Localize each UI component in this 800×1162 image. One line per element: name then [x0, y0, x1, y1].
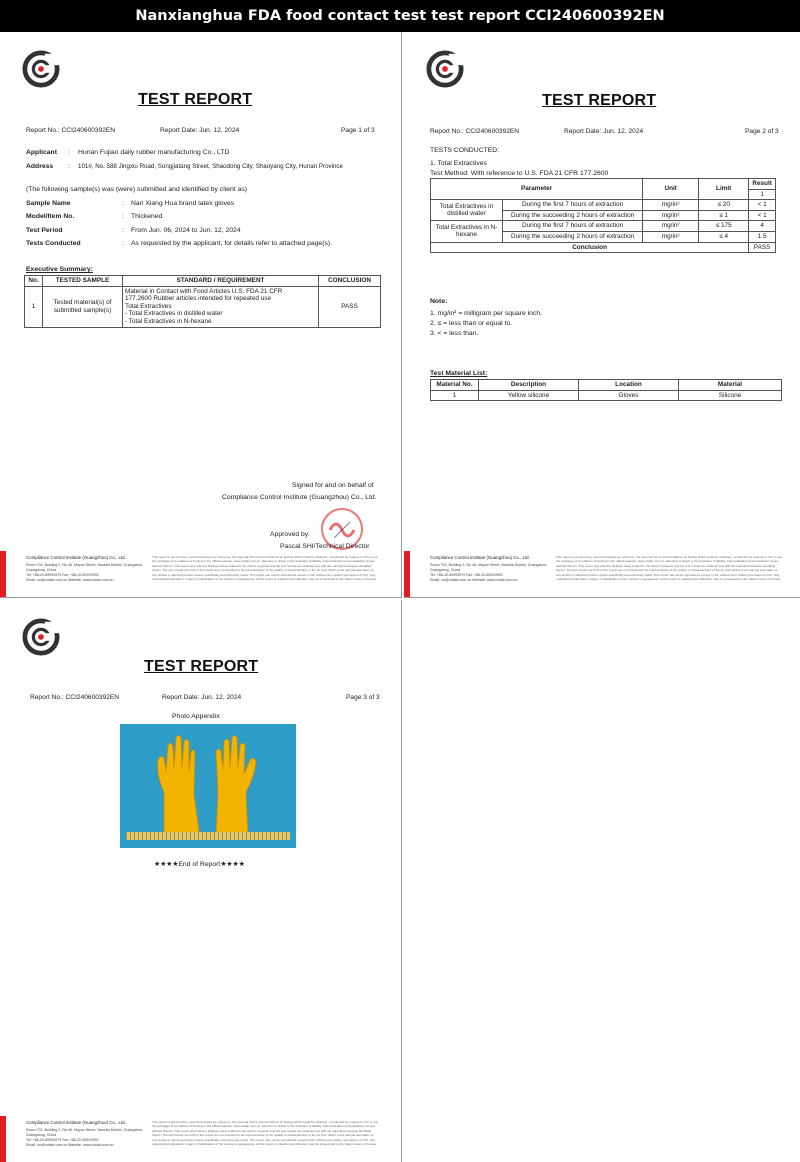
page-footer	[0, 1116, 401, 1162]
signed-org: Compliance Control Institute (Guangzhou) Co., Ltd.	[222, 494, 377, 501]
table-cell: ≤ 175	[699, 221, 749, 232]
table-cell: mg/in²	[643, 200, 699, 211]
field-label-sample-name: Sample Name	[26, 200, 71, 207]
footer-address: Room 701, Building 2, No.46, Mayun Street, Nansha District, Guangzhou, Guangdong, China	[26, 563, 144, 572]
table-cell: During the first 7 hours of extraction	[503, 200, 643, 211]
page-banner: Nanxianghua FDA food contact test test report CCI240600392EN	[0, 0, 800, 32]
table-row	[431, 242, 776, 253]
table-cell: Gloves	[579, 390, 679, 401]
report-number: Report No.: CCI240600392EN	[26, 127, 116, 134]
standard-line: - Total Extractives in N-hexane	[125, 317, 212, 325]
material-list-title: Test Material List:	[430, 370, 488, 377]
table-cell: Yellow silicone	[479, 390, 579, 401]
note-line: 3. < = less than.	[430, 330, 479, 337]
footer-address: Room 701, Building 2, No.46, Mayun Street, Nansha District, Guangzhou, Guangdong, China	[26, 1128, 144, 1137]
applicant-value: Hunan Fujiao daily rubber manufacturing Co., LTD	[78, 149, 230, 156]
table-header-row	[431, 179, 776, 190]
report-title: TEST REPORT	[138, 91, 253, 108]
footer-disclaimer: This report is governed by, and incorporates by reference, the General Terms and Conditions of Testing which could be obtained - conducted by request to CCI or via the webpage of Conditions of Testing in the official website: www.cctiab.com.cn. Attention is drawn to the limitation of liability, indemnification and jurisdiction issues defined therein. This report only tells the findings solely related to the client's requests and the test results are obtained just with the submitted samples identified herein. The test results set forth in this report are not intended to be representative of the quality or characteristics of the lot from which a test sample was taken or any similar or identical product unless specifically and expressly noted. This report can not be reproduced except in full, without prior written permission of CCI. Any unauthorized alteration, forgery or falsification of the content or appearance of this report is unlawful and offenders may be prosecuted to the fullest extent of the law.	[152, 555, 378, 582]
table-cell: PASS	[319, 286, 381, 327]
table-header: Parameter	[431, 179, 643, 200]
empty-panel	[404, 600, 800, 1162]
table-cell: During the succeeding 2 hours of extraction	[503, 210, 643, 221]
table-cell: During the succeeding 2 hours of extraction	[503, 231, 643, 242]
table-cell: Silicone	[679, 390, 782, 401]
field-label-test-period: Test Period	[26, 227, 63, 234]
conclusion-value: PASS	[749, 242, 776, 253]
table-cell: 1	[749, 189, 776, 200]
table-header: Description	[479, 380, 579, 391]
table-cell: mg/in²	[643, 221, 699, 232]
table-row	[431, 221, 776, 232]
ruler	[126, 832, 290, 840]
gloves-photo	[120, 724, 296, 848]
address-value: 101#, No. 588 Jingxiu Road, Songjiatang Street, Shaodong City, Shaoyang City, Hunan Province	[78, 163, 343, 170]
conclusion-label: Conclusion	[431, 242, 749, 253]
page-number: Page 1 of 3	[341, 127, 375, 134]
table-header: STANDARD / REQUIREMENT	[123, 276, 319, 287]
table-cell: 4	[749, 221, 776, 232]
glove-image	[120, 724, 296, 848]
table-row	[431, 200, 776, 211]
table-header: Result	[749, 179, 776, 190]
footer-email: Email: cci@cctiab.com.cn Website: www.cctiab.com.cn	[26, 578, 114, 582]
page-footer	[0, 551, 401, 597]
footer-company: Compliance Control Institute (Guangzhou) Co., Ltd.	[430, 555, 530, 560]
footer-accent-bar	[0, 551, 6, 597]
tests-conducted-heading: TESTS CONDUCTED:	[430, 147, 500, 154]
report-page-2	[404, 32, 800, 598]
footer-company-info	[26, 1120, 150, 1148]
material-table	[430, 379, 782, 401]
footer-tel: Tel: +86-20-89993979 Fax: +86-20-89919993	[26, 573, 99, 577]
table-header: Material No.	[431, 380, 479, 391]
footer-company-info	[26, 555, 150, 583]
table-cell: 1	[431, 390, 479, 401]
table-header: No.	[25, 276, 43, 287]
standard-line: Material in Contact with Food Articles U.S. FDA 21 CFR	[125, 287, 283, 295]
standard-line: - Total Extractives in distilled water	[125, 310, 223, 318]
table-cell: ≤ 1	[699, 210, 749, 221]
report-page-1: TEST REPORT Report No.: CCI240600392EN Report Date: Jun. 12, 2024 Page 1 of 3 Applicant : Hunan Fujiao daily rubber manufacturing Co., LTD Address : 101#, No. 588 Jingxiu Road, Songjiatang Street, Shaodong City, Shaoyang City, Hunan Province (The following sample(s) was (were) submitted and identified by client as) Sample Name : Nan Xiang Hua brand latex gloves Model/Item No. : Thickened Test Period : From Jun. 06, 2024 to Jun. 12, 2024 Tests Conducted : As requested by the applicant, for details refer to attached page(s). Executive Summary: No. TESTED SAMPLE STANDARD / REQUIREMENT CONCLUSION 1 Tested material(s) of submitted sample(s) Material in Contact with Food Articles U.S. FDA 21 CFR 177.2600 Rubber articles intended for repeated use Total Extractives - Total Extractives in distilled water - Total Extractives in N-hexane PASS Signed for and on behalf of Compliance Control Institute (Guangzhou) Co., Ltd. Approved by: Pascal SHI/Technical Director Compliance Control Institute (Guangzhou) Co., Ltd. Room 701, Building 2, No.46, Mayun Street, Nansha District, Guangzhou, Guangdong, China Tel: +86-20-89993979 Fax: +86-20-89919993 Email: cci@cctiab.com.cn Website: www.cctiab.com.cn This report is governed by, and incorporates by reference, the General Terms and Conditions of Testing which could be obtained - conducted by request to CCI or via the webpage of Conditions of Testing in the official website: www.cctiab.com.cn. Attention is drawn to the limitation of liability, indemnification and jurisdiction issues defined therein. This report only tells the findings solely related to the client's requests and the test results are obtained just with the submitted samples identified herein. The test results set forth in this report are not intended to be representative of the quality or characteristics of the lot from which a test sample was taken or any similar or identical product unless specifically and expressly noted. This report can not be reproduced except in full, without prior written permission of CCI. Any unauthorized alteration, forgery or falsification of the content or appearance of this report is unlawful and offenders may be prosecuted to the fullest extent of the law.	[0, 32, 402, 598]
field-label-tests-conducted: Tests Conducted	[26, 240, 81, 247]
footer-accent-bar	[0, 1116, 6, 1162]
executive-summary-title: Executive Summary:	[26, 266, 93, 273]
footer-email: Email: cci@cctiab.com.cn Website: www.cctiab.com.cn	[26, 1143, 114, 1147]
field-value-test-period: From Jun. 06, 2024 to Jun. 12, 2024	[131, 227, 241, 234]
report-title: TEST REPORT	[542, 92, 657, 109]
approved-by-label: Approved by:	[270, 531, 311, 538]
table-header: Material	[679, 380, 782, 391]
photo-appendix-label: Photo Appendix	[172, 713, 220, 720]
table-header: Unit	[643, 179, 699, 200]
table-cell: 1	[25, 286, 43, 327]
test-method: Test Method: With reference to U.S. FDA 21 CFR 177.2600	[430, 170, 609, 177]
table-header: Limit	[699, 179, 749, 200]
footer-tel: Tel: +86-20-89993979 Fax: +86-20-89919993	[26, 1138, 99, 1142]
report-date: Report Date: Jun. 12, 2024	[162, 694, 242, 701]
applicant-label: Applicant	[26, 149, 57, 156]
footer-company: Compliance Control Institute (Guangzhou) Co., Ltd.	[26, 1120, 126, 1125]
table-cell: mg/in²	[643, 231, 699, 242]
note-title: Note:	[430, 298, 448, 305]
standard-line: Total Extractives	[125, 302, 172, 310]
report-date: Report Date: Jun. 12, 2024	[564, 128, 644, 135]
report-number: Report No.: CCI240600392EN	[430, 128, 520, 135]
footer-tel: Tel: +86-20-89993979 Fax: +86-20-89919993	[430, 573, 503, 577]
field-label-model: Model/Item No.	[26, 213, 75, 220]
table-cell: 1.5	[749, 231, 776, 242]
note-line: 1. mg/in² = milligram per square inch.	[430, 310, 543, 317]
standard-line: 177.2600 Rubber articles intended for repeated use	[125, 295, 272, 303]
field-value-sample-name: Nan Xiang Hua brand latex gloves	[131, 200, 235, 207]
report-number: Report No.: CCI240600392EN	[30, 694, 120, 701]
executive-summary-table	[24, 275, 381, 328]
group-name: Total Extractives in distilled water	[431, 200, 503, 221]
footer-disclaimer: This report is governed by, and incorporates by reference, the General Terms and Conditions of Testing which could be obtained - conducted by request to CCI or via the webpage of Conditions of Testing in the official website: www.cctiab.com.cn. Attention is drawn to the limitation of liability, indemnification and jurisdiction issues defined therein. This report only tells the findings solely related to the client's requests and the test results are obtained just with the submitted samples identified herein. The test results set forth in this report are not intended to be representative of the quality or characteristics of the lot from which a test sample was taken or any similar or identical product unless specifically and expressly noted. This report can not be reproduced except in full, without prior written permission of CCI. Any unauthorized alteration, forgery or falsification of the content or appearance of this report is unlawful and offenders may be prosecuted to the fullest extent of the law.	[556, 555, 782, 582]
table-cell: < 1	[749, 200, 776, 211]
table-header-row	[25, 276, 381, 287]
table-header: CONCLUSION	[319, 276, 381, 287]
footer-accent-bar	[404, 551, 410, 597]
table-row	[431, 390, 782, 401]
table-header-row	[431, 380, 782, 391]
approver-name: Pascal SHI/Technical Director	[280, 543, 370, 550]
cci-logo-icon	[426, 50, 464, 88]
field-value-tests-conducted: As requested by the applicant, for details refer to attached page(s).	[131, 240, 333, 247]
report-title: TEST REPORT	[144, 658, 259, 675]
table-cell: Tested material(s) of submitted sample(s)	[43, 286, 123, 327]
table-cell: During the first 7 hours of extraction	[503, 221, 643, 232]
footer-disclaimer: This report is governed by, and incorporates by reference, the General Terms and Conditions of Testing which could be obtained - conducted by request to CCI or via the webpage of Conditions of Testing in the official website: www.cctiab.com.cn. Attention is drawn to the limitation of liability, indemnification and jurisdiction issues defined therein. This report only tells the findings solely related to the client's requests and the test results are obtained just with the submitted samples identified herein. The test results set forth in this report are not intended to be representative of the quality or characteristics of the lot from which a test sample was taken or any similar or identical product unless specifically and expressly noted. This report can not be reproduced except in full, without prior written permission of CCI. Any unauthorized alteration, forgery or falsification of the content or appearance of this report is unlawful and offenders may be prosecuted to the fullest extent of the law.	[152, 1120, 378, 1147]
test-item: 1. Total Extractives	[430, 160, 487, 167]
footer-company-info	[430, 555, 554, 583]
page-footer	[404, 551, 800, 597]
table-cell: mg/in²	[643, 210, 699, 221]
cci-logo-icon	[22, 618, 60, 656]
signed-for: Signed for and on behalf of	[292, 482, 374, 489]
table-header: Location	[579, 380, 679, 391]
field-value-model: Thickened	[131, 213, 163, 220]
footer-address: Room 701, Building 2, No.46, Mayun Street, Nansha District, Guangzhou, Guangdong, China	[430, 563, 548, 572]
footer-company: Compliance Control Institute (Guangzhou) Co., Ltd.	[26, 555, 126, 560]
table-cell: ≤ 20	[699, 200, 749, 211]
footer-email: Email: cci@cctiab.com.cn Website: www.cctiab.com.cn	[430, 578, 518, 582]
table-cell	[123, 286, 319, 327]
page-number: Page 3 of 3	[346, 694, 380, 701]
report-date: Report Date: Jun. 12, 2024	[160, 127, 240, 134]
table-cell: < 1	[749, 210, 776, 221]
submitted-note: (The following sample(s) was (were) submitted and identified by client as)	[26, 186, 247, 193]
table-header: TESTED SAMPLE	[43, 276, 123, 287]
page-number: Page 2 of 3	[745, 128, 779, 135]
end-of-report: ★★★★End of Report★★★★	[154, 861, 245, 868]
note-line: 2. ≤ = less than or equal to.	[430, 320, 513, 327]
table-row	[25, 286, 381, 327]
report-page-3	[0, 600, 402, 1162]
table-cell: ≤ 4	[699, 231, 749, 242]
results-table	[430, 178, 776, 253]
address-label: Address	[26, 163, 54, 170]
group-name: Total Extractives in N-hexane	[431, 221, 503, 242]
cci-logo-icon	[22, 50, 60, 88]
